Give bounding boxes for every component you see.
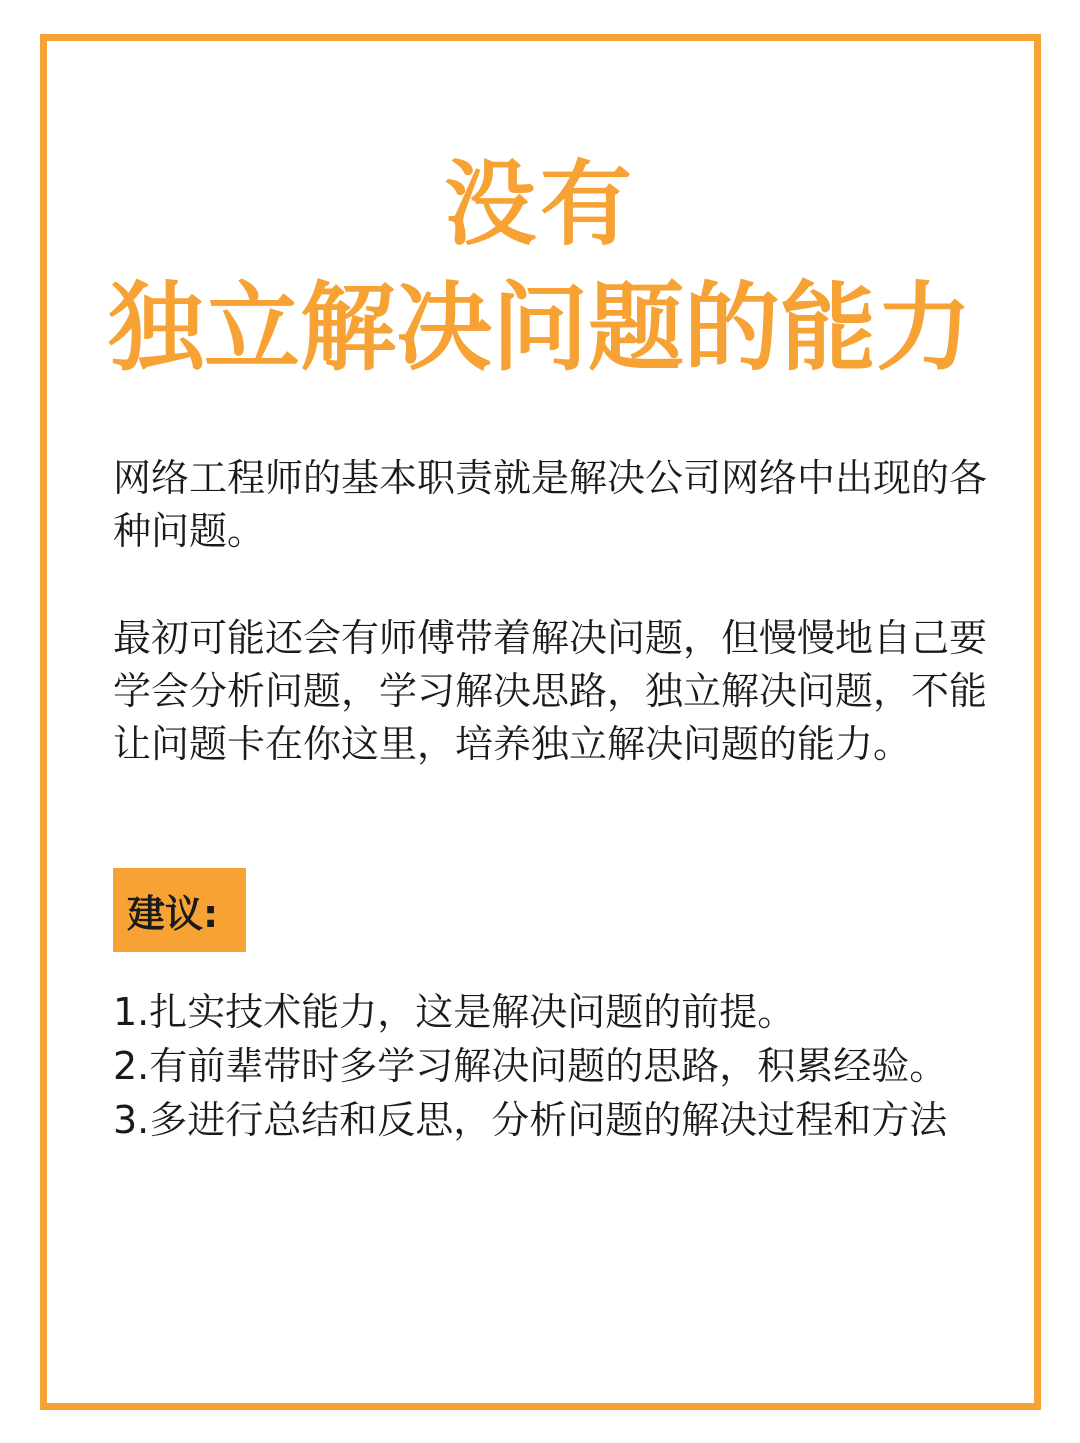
tips-list [113,985,1013,1147]
tip-item: 1.扎实技术能力，这是解决问题的前提。 [113,990,796,1034]
tip-item: 2.有前辈带时多学习解决问题的思路，积累经验。 [113,1044,948,1088]
suggestion-badge [113,868,246,952]
tip-item: 3.多进行总结和反思，分析问题的解决过程和方法 [113,1098,948,1142]
intro-paragraph: 网络工程师的基本职责就是解决公司网络中出现的各种问题。 [113,456,988,553]
suggestion-label: 建议: [127,891,219,936]
detail-paragraph: 最初可能还会有师傅带着解决问题，但慢慢地自己要学会分析问题，学习解决思路，独立解决问题，不能让问题卡在你这里，培养独立解决问题的能力。 [113,616,988,766]
page-title-line-1: 没有 [443,151,636,258]
page-title-line-2: 独立解决问题的能力 [108,272,972,384]
